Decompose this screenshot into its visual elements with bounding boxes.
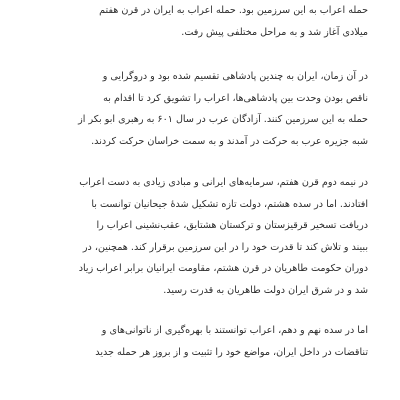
text-line: ببیند و تلاش کند تا قدرت خود را در این سرزمین برقرار کند. همچنین، در (82, 241, 368, 253)
paragraph-2 (36, 66, 368, 152)
text-line: دریافت تسخیر قرقیزستان و ترکستان هشتایق، عقب‌نشینی اعراب را (96, 220, 368, 231)
text-line: حمله به این سرزمین کنند. آزادگان عرب در سال ۶۰۱ به رهبری ابو بکر از (78, 114, 368, 125)
text-line: شبه جزیره عرب به حرکت در آمدند و به سمت خراسان حرکت کردند. (91, 135, 368, 147)
paragraph-4 (36, 320, 368, 363)
paragraph-3 (36, 172, 368, 301)
text-line: ناقص بودن وحدت بین پادشاهی‌ها، اعراب را تشویق کرد تا اقدام به (103, 92, 368, 104)
text-line: تناقضات در داخل ایران، مواضع خود را تثبیت و از بروز هر حمله جدید (95, 346, 368, 358)
text-line: میلادی آغاز شد و به مراحل مختلفی پیش رفت. (181, 26, 368, 38)
text-line: در نیمه دوم قرن هفتم، سرمایه‌های ایرانی و مبادی زیادی به دست اعراب (79, 177, 368, 188)
text-line: دوران حکومت طاهریان در قرن هشتم، مقاومت ایرانیان برابر اعراب زیاد (78, 263, 368, 274)
paragraph-1 (36, 0, 368, 43)
text-line: شد و در شرق ایران دولت طاهریان به قدرت رسید. (163, 284, 368, 296)
text-line: در آن زمان، ایران به چندین پادشاهی تقسیم شده بود و دروگرایی و (102, 71, 368, 82)
text-line: افتادند. اما در سده هشتم، دولت تازه تشکیل شدهٔ جیحانیان توانست با (91, 198, 368, 210)
text-line: اما در سده نهم و دهم، اعراب توانستند با بهره‌گیری از ناتوانی‌های و (101, 325, 368, 336)
text-line: حمله اعراب به این سرزمین بود. حمله اعراب به ایران در قرن هفتم (99, 5, 368, 16)
